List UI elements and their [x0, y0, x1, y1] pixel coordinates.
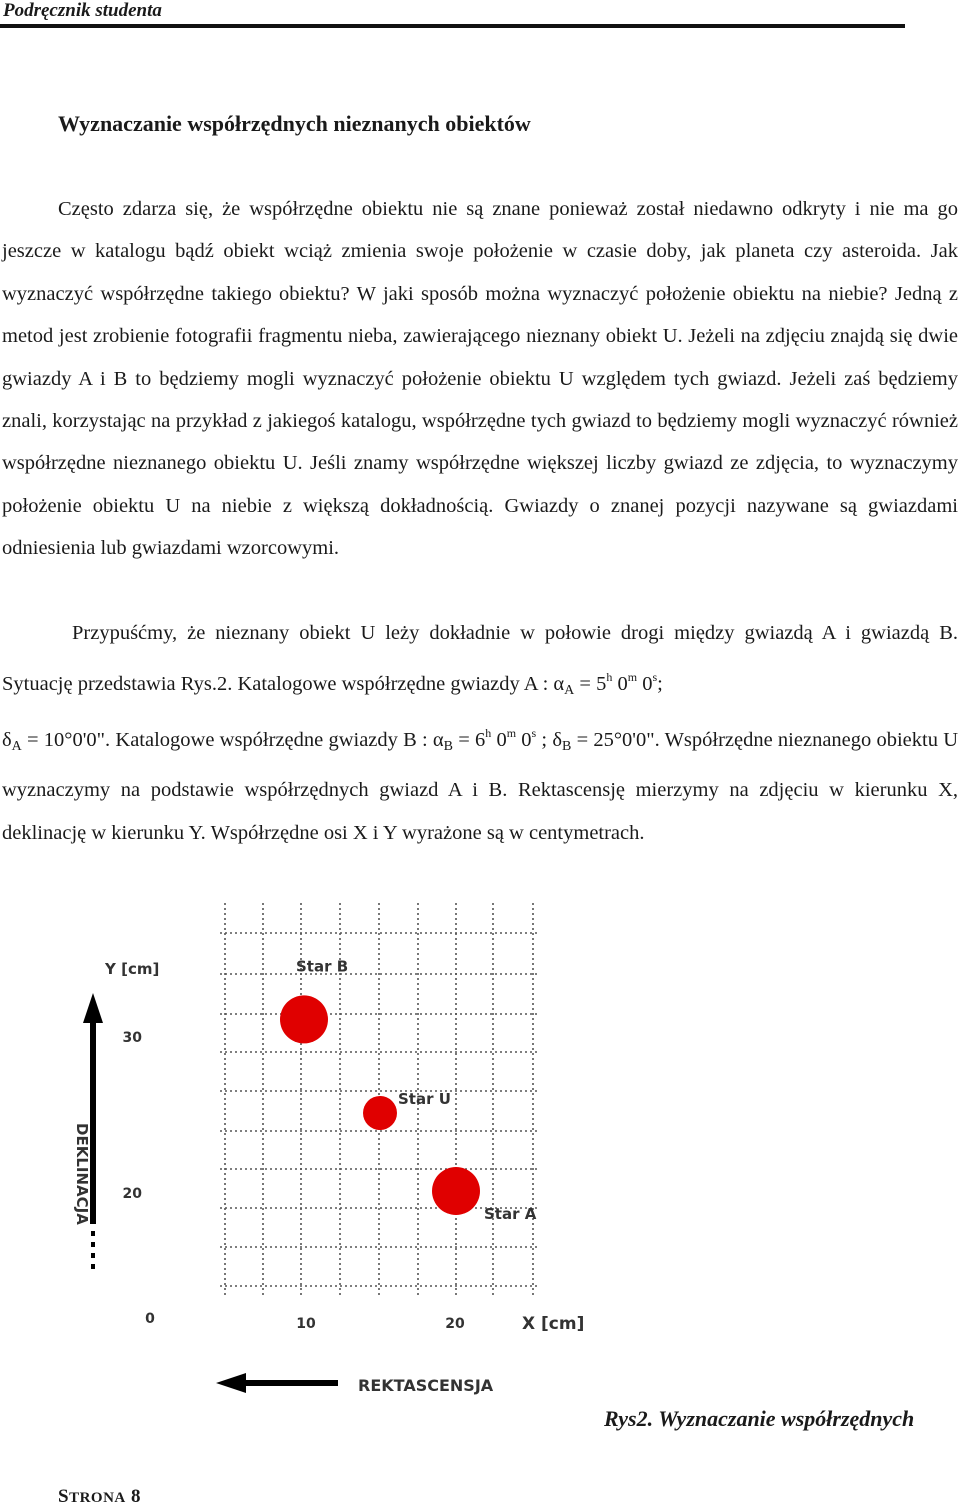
x-tick-20: 20	[445, 1316, 465, 1332]
x-axis-label: X [cm]	[522, 1314, 585, 1334]
star-star-a	[432, 1167, 480, 1215]
y-axis-label: Y [cm]	[105, 960, 160, 978]
stars-layer	[280, 957, 537, 1223]
section-title: Wyznaczanie współrzędnych nieznanych obiektów	[58, 111, 531, 136]
vertical-axis-name: DEKLINACJA	[73, 1123, 91, 1225]
paragraph-coordinates	[2, 612, 958, 856]
y-axis-dot	[91, 1242, 95, 1247]
delta-symbol: δ	[2, 729, 12, 751]
delta-symbol-b: δ	[552, 729, 563, 751]
page-footer	[58, 1486, 141, 1508]
p2-text-c: . Współrzędne nieznanego obiektu U wyznaczymy na podstawie współrzędnych gwiazd A i B. Rektascensję mierzymy na zdjęciu w kierunku X, deklinację w kierunku Y. Współrzędne osi X i Y wyrażone są w centymetrach.	[2, 729, 958, 844]
sup-h-b: h	[485, 726, 492, 740]
page-number: 8	[131, 1486, 141, 1507]
dec-b-value: = 25°0'0"	[571, 729, 655, 751]
star-star-b	[280, 995, 328, 1043]
figure-star-positions	[70, 895, 670, 1405]
star-label: Star U	[398, 1090, 451, 1108]
p2-text-b: . Katalogowe współrzędne gwiazdy B :	[105, 729, 433, 751]
sup-h: h	[606, 669, 613, 684]
p2-text-a: Przypuśćmy, że nieznany obiekt U leży dokładnie w połowie drogi między gwiazdą A i gwiazdą B. Sytuację przedstawia Rys.2. Katalogowe współrzędne gwiazdy A :	[2, 622, 958, 695]
header-title: Podręcznik studenta	[3, 0, 162, 21]
y-axis-dot	[91, 1253, 95, 1258]
figure-caption: Rys2. Wyznaczanie współrzędnych	[604, 1406, 915, 1431]
star-star-u	[363, 1096, 397, 1130]
alpha-symbol: α	[553, 672, 565, 695]
ra-b-sec: 0	[516, 729, 532, 751]
ra-a-min: 0	[612, 672, 628, 695]
alpha-subscript-b: B	[443, 739, 454, 754]
ra-a-sec: 0	[637, 672, 653, 695]
horizontal-axis-name: REKTASCENSJA	[358, 1376, 494, 1395]
ra-a-hours: = 5	[574, 672, 607, 695]
ra-b-min: 0	[491, 729, 507, 751]
delta-subscript-a: A	[11, 739, 22, 754]
alpha-symbol-b: α	[432, 729, 444, 751]
y-axis-dot	[91, 1264, 95, 1269]
star-label: Star A	[484, 1205, 537, 1223]
dec-a-value: = 10°0'0"	[21, 729, 106, 751]
sup-m: m	[627, 669, 638, 684]
footer-label-rest: TRONA	[69, 1490, 126, 1506]
sup-s: s	[652, 669, 658, 684]
delta-subscript-b: B	[562, 739, 572, 754]
x-origin-label: 0	[145, 1311, 155, 1327]
star-label: Star B	[296, 957, 349, 976]
y-tick-30: 30	[122, 1030, 142, 1046]
x-axis-arrow	[216, 1373, 338, 1393]
y-axis-dot	[91, 1231, 95, 1236]
ra-b-hours: = 6	[453, 729, 486, 751]
sup-s-b: s	[531, 726, 537, 740]
x-tick-10: 10	[296, 1316, 316, 1332]
alpha-subscript-a: A	[564, 682, 575, 698]
sup-m-b: m	[506, 726, 517, 740]
y-tick-20: 20	[122, 1186, 142, 1202]
header-rule	[0, 24, 905, 28]
semicolon-2: ;	[536, 729, 553, 751]
footer-label-first: S	[58, 1486, 70, 1507]
paragraph-intro: Często zdarza się, że współrzędne obiektu nie są znane ponieważ został niedawno odkryty i nie ma go jeszcze w katalogu bądź obiekt wciąż zmienia swoje położenie w czasie doby, jak planeta czy asteroida. Jak wyznaczyć współrzędne takiego obiektu? W jaki sposób można wyznaczyć położenie obiektu na niebie? Jedną z metod jest zrobienie fotografii fragmentu nieba, zawierającego nieznany obiekt U. Jeżeli na zdjęciu znajdą się dwie gwiazdy A i B to będziemy mogli wyznaczyć położenie obiektu U względem tych gwiazd. Jeżeli zaś będziemy znali, korzystając na przykład z jakiegoś katalogu, współrzędne tych gwiazd to będziemy mogli wyznaczyć również współrzędne nieznanego obiektu U. Jeśli znamy współrzędne większej liczby gwiazd ze zdjęcia, to wyznaczymy położenie obiektu U na niebie z większą dokładnością. Gwiazdy o znanej pozycji nazywane są gwiazdami odniesienia lub gwiazdami wzorcowymi.	[2, 198, 958, 560]
figure-svg	[70, 895, 670, 1405]
y-axis-dots	[91, 1231, 95, 1269]
semicolon-1: ;	[657, 672, 663, 695]
